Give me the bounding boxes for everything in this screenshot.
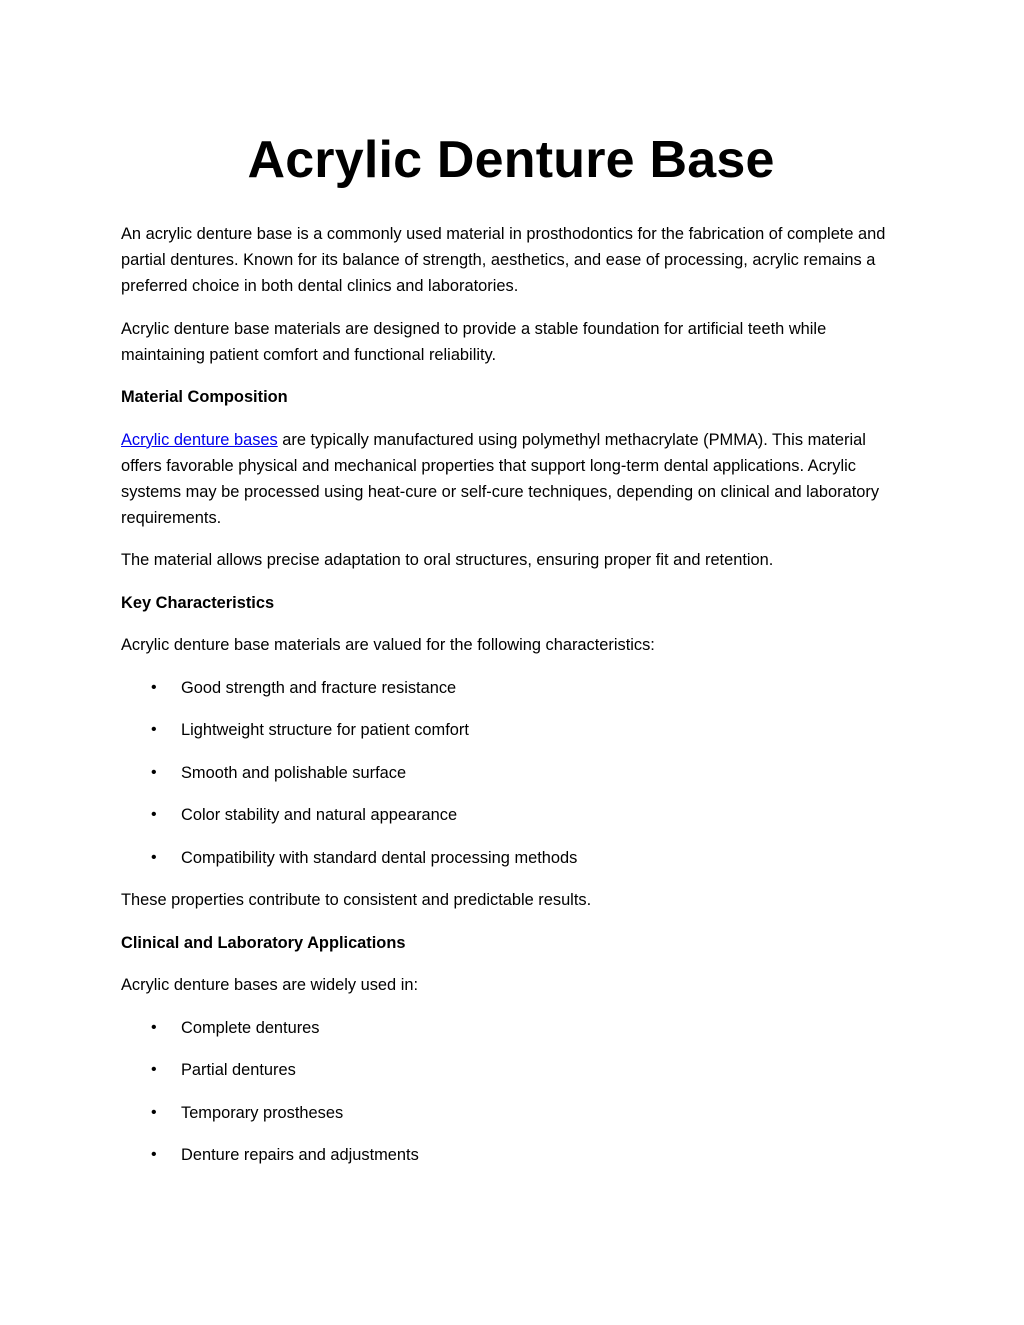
list-item [121, 1015, 901, 1041]
bullet-icon: • [151, 848, 157, 866]
section-heading-composition: Material Composition [121, 388, 288, 406]
bullet-icon: • [151, 1018, 157, 1036]
bullet-icon: • [151, 1061, 157, 1078]
list-item-text: Complete dentures [181, 1018, 320, 1037]
list-item-text: Color stability and natural appearance [181, 806, 458, 824]
composition-paragraph-1-text: are typically manufactured using polymethyl methacrylate (PMMA). This material offers favorable physical and mechanical properties that support long-term dental applications. Acrylic systems may be processed using heat-cure or self-cure techniques, depending on clinical and laboratory requirements. [121, 430, 880, 527]
list-item-text: Denture repairs and adjustments [181, 1146, 419, 1164]
list-item-text: Partial dentures [181, 1061, 296, 1079]
acrylic-denture-bases-link[interactable]: Acrylic denture bases [121, 430, 278, 449]
list-item [121, 1142, 901, 1168]
list-item-text: Smooth and polishable surface [181, 763, 407, 782]
intro-paragraph-2: Acrylic denture base materials are designed to provide a stable foundation for artificial teeth while maintaining patient comfort and functional reliability. [121, 319, 827, 364]
composition-paragraph-1 [121, 427, 901, 531]
page-title: Acrylic Denture Base [247, 131, 775, 189]
list-item [121, 1057, 901, 1083]
composition-paragraph-2: The material allows precise adaptation to oral structures, ensuring proper fit and retention. [121, 551, 774, 569]
intro-paragraph-1: An acrylic denture base is a commonly used material in prosthodontics for the fabrication of complete and partial dentures. Known for its balance of strength, aesthetics, and ease of processing, acrylic remains a preferred choice in both dental clinics and laboratories. [121, 225, 886, 295]
list-item [121, 802, 901, 828]
bullet-icon: • [151, 806, 157, 823]
list-item [121, 845, 901, 871]
list-item-text: Lightweight structure for patient comfort [181, 721, 469, 739]
document-body [121, 221, 901, 1185]
bullet-icon: • [151, 763, 157, 781]
list-item-text: Good strength and fracture resistance [181, 678, 457, 697]
list-item [121, 717, 901, 743]
bullet-icon: • [151, 721, 157, 738]
bullet-icon: • [151, 1146, 157, 1163]
section-heading-applications: Clinical and Laboratory Applications [121, 933, 406, 952]
list-item-text: Compatibility with standard dental processing methods [181, 848, 578, 867]
list-item [121, 760, 901, 786]
characteristics-closing: These properties contribute to consistent and predictable results. [121, 891, 592, 909]
section-heading-characteristics: Key Characteristics [121, 593, 275, 612]
list-item [121, 675, 901, 701]
list-item [121, 1100, 901, 1126]
characteristics-list [121, 675, 901, 871]
list-item-text: Temporary prostheses [181, 1103, 344, 1122]
bullet-icon: • [151, 1103, 157, 1121]
applications-list [121, 1015, 901, 1169]
applications-lead: Acrylic denture bases are widely used in: [121, 976, 419, 994]
bullet-icon: • [151, 678, 157, 696]
characteristics-lead: Acrylic denture base materials are valued for the following characteristics: [121, 636, 655, 654]
